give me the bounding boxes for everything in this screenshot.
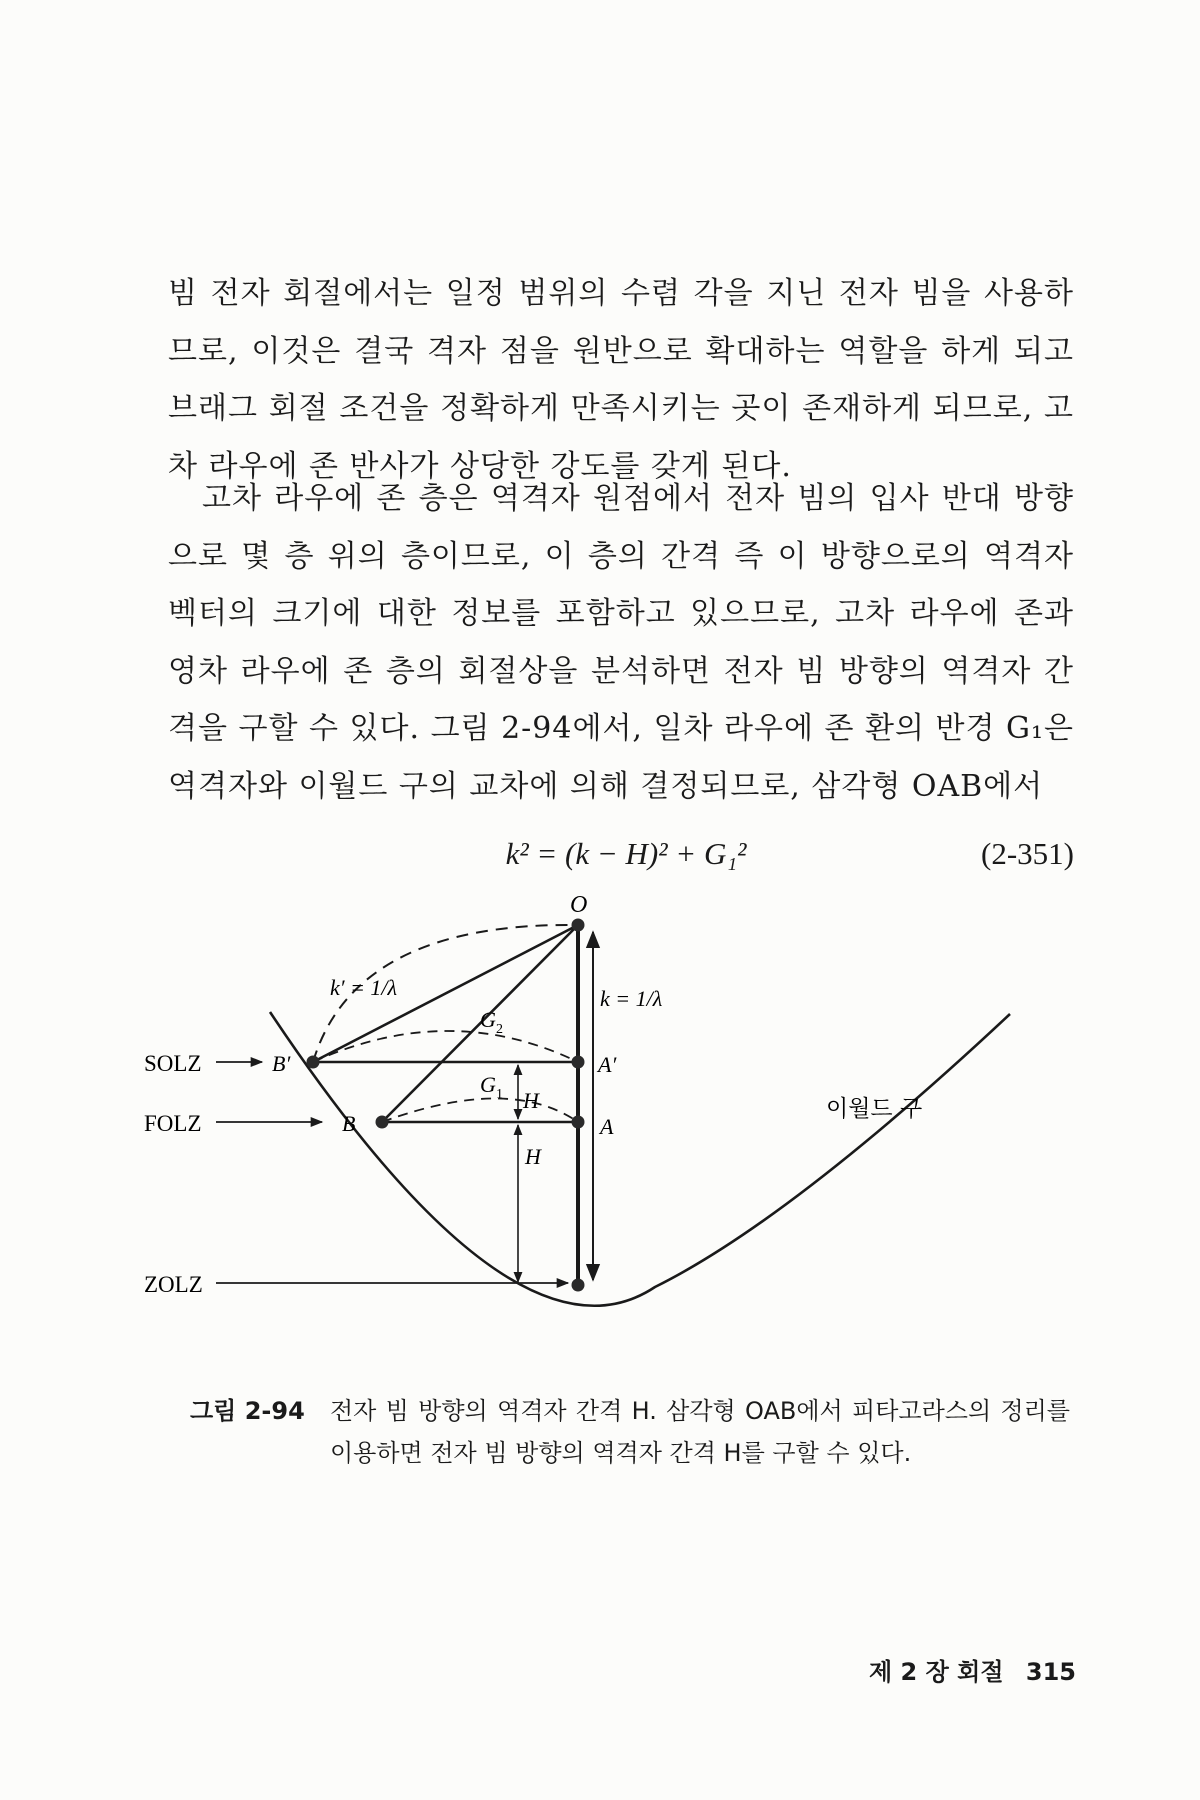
equation-number: (2-351) [981, 836, 1074, 871]
figure-2-94-diagram [144, 892, 1070, 1380]
label-G1: G [480, 1072, 496, 1097]
caption-label: 그림 2-94 [190, 1397, 305, 1425]
page-footer [855, 1652, 1076, 1687]
label-k: k = 1/λ [600, 986, 663, 1011]
caption-text: 전자 빔 방향의 역격자 간격 H. 삼각형 OAB에서 피타고라스의 정리를 이용하면 전자 빔 방향의 역격자 간격 H를 구할 수 있다. [330, 1397, 1070, 1467]
point-Aprime [572, 1056, 585, 1069]
label-H-upper: H [523, 1088, 539, 1113]
ewald-sphere-arc [270, 1012, 1010, 1306]
label-ZOLZ: ZOLZ [144, 1272, 203, 1297]
label-SOLZ: SOLZ [144, 1051, 202, 1076]
label-G2-sub: 2 [496, 1022, 503, 1037]
label-A: A [600, 1114, 614, 1139]
point-A [572, 1116, 585, 1129]
point-origin [572, 1279, 585, 1292]
equation-body: k² = (k − H)² + G₁² [505, 836, 747, 871]
page-number: 315 [1025, 1658, 1076, 1686]
paragraph-2: 고차 라우에 존 층은 역격자 원점에서 전자 빔의 입사 반대 방향으로 몇 층 위의 층이므로, 이 층의 간격 즉 이 방향으로의 역격자 벡터의 크기에 대한 정보를 포함하고 있으므로, 고차 라우에 존과 영차 라우에 존 층의 회절상을 분석하면 전자 빔 방향의 역격자 간격을 구할 수 있다. 그림 2-94에서, 일차 라우에 존 환의 반경 G₁은 역격자와 이월드 구의 교차에 의해 결정되므로, 삼각형 OAB에서 [168, 481, 1074, 804]
point-B [376, 1116, 389, 1129]
equation-2-351 [168, 836, 1074, 888]
label-H-lower: H [525, 1144, 541, 1169]
label-B: B [342, 1111, 356, 1136]
footer-chapter: 제 2 장 회절 [869, 1658, 1004, 1686]
label-O: O [570, 892, 588, 918]
label-k-prime: k′ = 1/λ [330, 975, 398, 1000]
point-O [572, 919, 585, 932]
label-G1-sub: 1 [496, 1087, 503, 1102]
label-FOLZ: FOLZ [144, 1111, 202, 1136]
point-Bprime [307, 1056, 320, 1069]
g1-dashed-arc [382, 1099, 578, 1123]
label-G2: G [480, 1007, 496, 1032]
label-A-prime: A′ [598, 1052, 617, 1077]
paragraph-1: 빔 전자 회절에서는 일정 범위의 수렴 각을 지닌 전자 빔을 사용하므로, 이것은 결국 격자 점을 원반으로 확대하는 역할을 하게 되고 브래그 회절 조건을 정확하게 만족시키는 곳이 존재하게 되므로, 고차 라우에 존 반사가 상당한 강도를 갖게 된다. [168, 276, 1074, 484]
label-B-prime: B′ [272, 1051, 291, 1076]
label-ewald-sphere: 이월드 구 [826, 1096, 923, 1122]
